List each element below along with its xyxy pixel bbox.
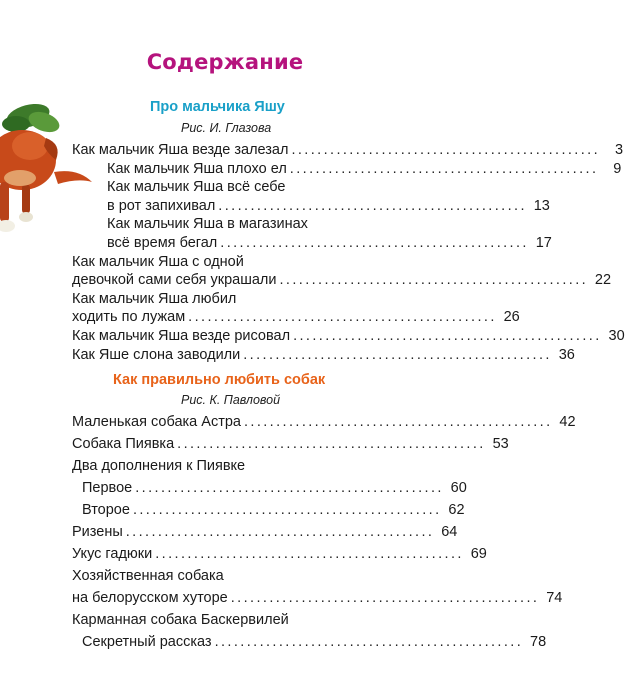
entry-title: Как Яше слона заводили (72, 346, 241, 363)
toc-entry[interactable] (72, 411, 576, 433)
toc-entry[interactable] (72, 344, 575, 366)
entry-title: Два дополнения к Пиявке (72, 458, 246, 474)
entry-title: Как мальчик Яша с одной (72, 253, 244, 270)
entry-title: Маленькая собака Астра (72, 414, 241, 430)
entry-page: 78 (530, 634, 547, 650)
leader-dots: ................................................ (291, 142, 601, 158)
entry-page: 22 (594, 272, 612, 289)
entry-title: Как мальчик Яша всё себе (107, 179, 286, 196)
entry-title: Ризены (72, 524, 123, 540)
toc-entry[interactable] (72, 521, 458, 543)
entry-title: Как мальчик Яша плохо ел (107, 160, 287, 177)
leader-dots: ................................................ (218, 197, 527, 214)
entry-title: Второе (82, 502, 130, 518)
entry-title: Хозяйственная собака (72, 568, 224, 584)
entry-page: 9 (613, 160, 622, 177)
toc-entry[interactable] (82, 477, 467, 499)
entry-page: 64 (441, 524, 458, 540)
leader-dots: ................................................ (214, 634, 524, 650)
leader-dots: ................................................ (289, 160, 599, 177)
toc-entry[interactable] (82, 631, 547, 653)
toc-entry[interactable] (72, 433, 509, 455)
leader-dots: ................................................ (155, 546, 464, 562)
leader-dots: ................................................ (132, 502, 442, 518)
leader-dots: ................................................ (230, 590, 540, 606)
entry-page: 30 (608, 328, 625, 344)
entry-title: Первое (82, 480, 133, 496)
entry-page: 26 (503, 309, 520, 326)
entry-page: 53 (492, 436, 509, 452)
section1-title: Про мальчика Яшу (150, 99, 285, 115)
page-title: Содержание (146, 50, 304, 74)
leader-dots: ................................................ (177, 436, 486, 452)
leader-dots: ................................................ (135, 480, 444, 496)
leader-dots: ................................................ (220, 235, 529, 251)
section2-title: Как правильно любить собак (113, 372, 326, 388)
section2-illustrator: Рис. К. Павловой (181, 393, 281, 407)
entry-page: 62 (448, 502, 465, 518)
toc-entry[interactable] (72, 609, 370, 631)
leader-dots: ................................................ (279, 272, 589, 289)
entry-title: Как мальчик Яша любил (72, 290, 237, 307)
dog-illustration (0, 98, 100, 248)
entry-title: Как мальчик Яша везде залезал (72, 142, 289, 158)
leader-dots: ................................................ (293, 328, 602, 344)
entry-title: Собака Пиявка (72, 436, 175, 452)
entry-page: 69 (470, 546, 487, 562)
toc-entry[interactable] (72, 455, 370, 477)
entry-page: 60 (450, 480, 467, 496)
entry-title: Как мальчик Яша в магазинах (107, 216, 308, 233)
entry-title: ходить по лужам (72, 309, 186, 326)
entry-title: на белорусском хуторе (72, 590, 228, 606)
entry-title: в рот запихивал (107, 197, 216, 214)
entry-title: Укус гадюки (72, 546, 153, 562)
entry-title: Секретный рассказ (82, 634, 212, 650)
toc-entry[interactable] (72, 587, 563, 609)
entry-page: 3 (614, 142, 624, 158)
leader-dots: ................................................ (243, 414, 553, 430)
entry-page: 42 (559, 414, 576, 430)
entry-page: 74 (546, 590, 563, 606)
entry-title: Как мальчик Яша везде рисовал (72, 328, 291, 344)
section1-illustrator: Рис. И. Глазова (181, 121, 272, 135)
entry-title: всё время бегал (107, 235, 218, 251)
entry-page: 13 (533, 197, 550, 214)
entry-title: девочкой сами себя украшали (72, 272, 277, 289)
entry-page: 17 (535, 235, 552, 251)
leader-dots: ................................................ (188, 309, 497, 326)
toc-entry[interactable] (72, 543, 487, 565)
leader-dots: ................................................ (243, 346, 552, 363)
toc-entry[interactable] (82, 499, 465, 521)
leader-dots: ................................................ (125, 524, 435, 540)
toc-entry[interactable] (72, 565, 370, 587)
entry-page: 36 (558, 346, 575, 363)
entry-title: Карманная собака Баскервилей (72, 612, 289, 628)
